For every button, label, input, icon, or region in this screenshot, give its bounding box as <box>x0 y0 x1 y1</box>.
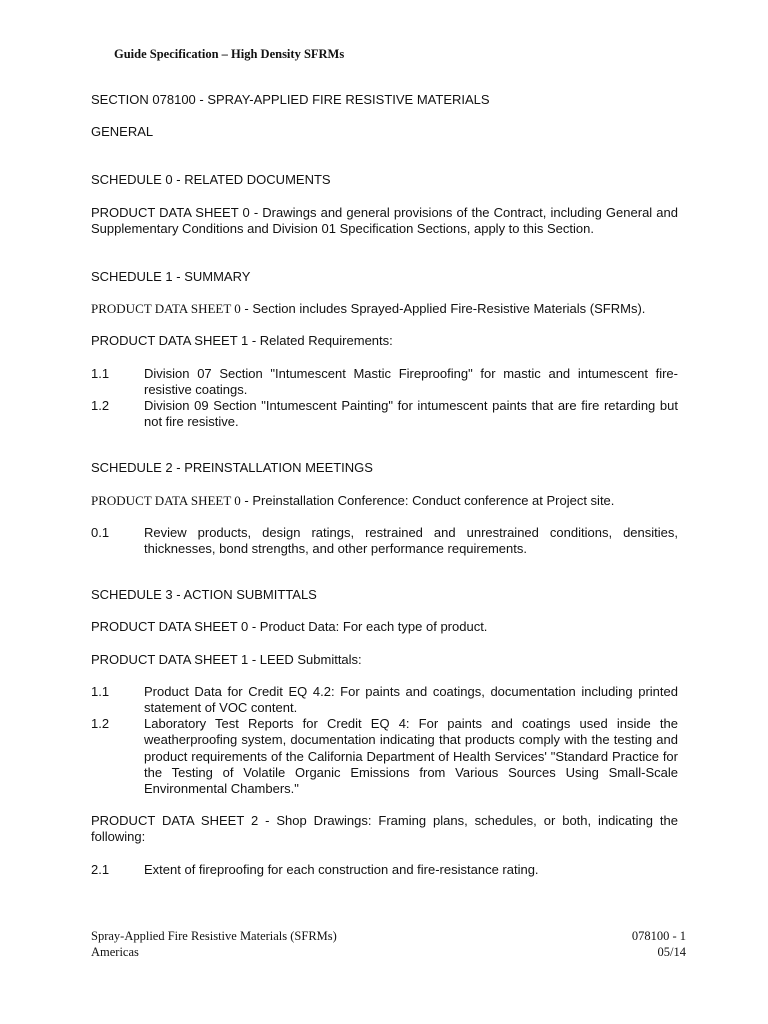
footer-document-title: Spray-Applied Fire Resistive Materials (SFRMs) <box>91 929 337 943</box>
list-item-number: 2.1 <box>91 861 110 877</box>
list-item-text: Extent of fireproofing for each construction and fire-resistance rating. <box>144 861 539 877</box>
part-heading: GENERAL <box>91 124 154 140</box>
footer-date: 05/14 <box>657 944 686 959</box>
footer-right <box>632 929 686 960</box>
list-item-text: Review products, design ratings, restrained and unrestrained conditions, densities, thicknesses, bond strengths, and other performance requirements. <box>144 524 678 557</box>
pds-lead-label: PRODUCT DATA SHEET 0 <box>91 492 241 508</box>
pds-text: - Section includes Sprayed-Applied Fire-Resistive Materials (SFRMs). <box>240 301 646 317</box>
schedule-1-list <box>91 366 678 431</box>
schedule-1-pds-0 <box>91 301 678 317</box>
schedule-2-list <box>91 525 678 557</box>
schedule-2-pds-0 <box>91 493 678 509</box>
schedule-0-pds-0: PRODUCT DATA SHEET 0 - Drawings and general provisions of the Contract, including General and Supplementary Conditions and Division 01 Specification Sections, apply to this Section. <box>91 204 678 236</box>
list-item-text: Division 07 Section "Intumescent Mastic Fireproofing" for mastic and intumescent fire-resistive coatings. <box>144 365 678 397</box>
list-item <box>91 366 678 398</box>
list-item-text: Product Data for Credit EQ 4.2: For paints and coatings, documentation including printed statement of VOC content. <box>144 683 678 716</box>
schedule-3-list <box>91 684 678 797</box>
footer-page-number: 078100 - 1 <box>631 929 686 943</box>
list-item-text: Laboratory Test Reports for Credit EQ 4: For paints and coatings used inside the weatherproofing system, documentation indicating that products comply with the testing and product requirements of the California Department of Health Services' "Standard Practice for the Testing of Volatile Organic Emissions from Various Sources Using Small-Scale Environmental Chambers." <box>144 716 678 797</box>
list-item <box>91 716 678 797</box>
list-item <box>91 525 678 557</box>
pds-lead-label: PRODUCT DATA SHEET 0 <box>91 301 241 317</box>
schedule-3-pds-2: PRODUCT DATA SHEET 2 - Shop Drawings: Framing plans, schedules, or both, indicating the following: <box>91 813 678 845</box>
list-item-number: 0.1 <box>91 524 110 540</box>
schedule-3-pds-1: PRODUCT DATA SHEET 1 - LEED Submittals: <box>91 651 362 667</box>
schedule-3-heading: SCHEDULE 3 - ACTION SUBMITTALS <box>91 587 317 603</box>
footer-left <box>91 929 337 960</box>
list-item-number: 1.1 <box>91 683 110 699</box>
document-header: Guide Specification – High Density SFRMs <box>114 47 345 61</box>
list-item-number: 1.2 <box>91 398 110 414</box>
schedule-1-pds-1: PRODUCT DATA SHEET 1 - Related Requirements: <box>91 333 393 349</box>
schedule-0-heading: SCHEDULE 0 - RELATED DOCUMENTS <box>91 172 331 188</box>
list-item-number: 1.2 <box>91 716 110 732</box>
list-item-number: 1.1 <box>91 365 110 381</box>
schedule-2-heading: SCHEDULE 2 - PREINSTALLATION MEETINGS <box>91 460 373 476</box>
list-item <box>91 862 678 878</box>
section-title: SECTION 078100 - SPRAY-APPLIED FIRE RESISTIVE MATERIALS <box>91 92 490 107</box>
pds-text: - Preinstallation Conference: Conduct conference at Project site. <box>240 492 615 508</box>
schedule-3-list-2 <box>91 862 678 878</box>
list-item <box>91 398 678 430</box>
schedule-3-pds-0: PRODUCT DATA SHEET 0 - Product Data: For each type of product. <box>91 619 488 635</box>
list-item-text: Division 09 Section "Intumescent Painting" for intumescent paints that are fire retarding but not fire resistive. <box>144 398 678 430</box>
document-body <box>91 92 678 894</box>
schedule-1-heading: SCHEDULE 1 - SUMMARY <box>91 269 251 285</box>
list-item <box>91 684 678 716</box>
footer-region: Americas <box>91 944 139 959</box>
